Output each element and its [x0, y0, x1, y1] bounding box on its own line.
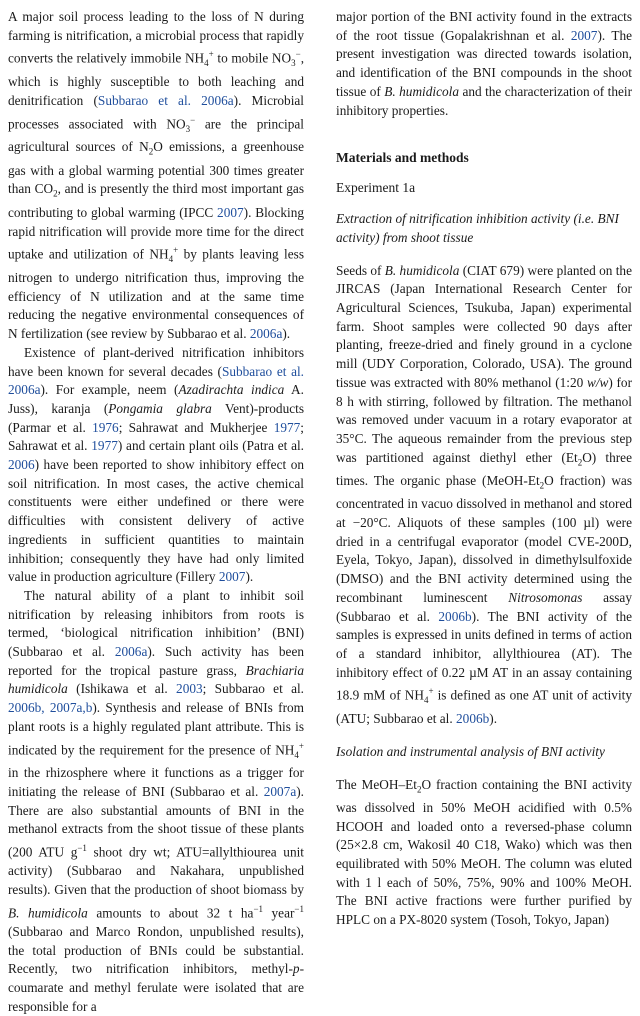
paragraph-bni — [8, 587, 304, 1016]
italic-text: w/w — [586, 374, 609, 390]
text-run: ). For example, neem ( — [40, 382, 179, 398]
citation-link[interactable]: 1977 — [273, 419, 301, 435]
text-run: year — [263, 905, 295, 921]
experiment-title: Experiment 1a — [336, 180, 416, 196]
text-run: and the characterization of their inhibitory properties. — [336, 83, 633, 118]
paragraph-nitrification — [8, 8, 304, 344]
text-run: Existence of plant-derived nitrification inhibitors have been known for several decades ( — [8, 344, 304, 379]
text-run: ; Sahrawat et al. — [8, 419, 304, 454]
text-run: The natural ability of a plant to inhibit soil nitrification by releasing inhibitors from roots is termed, ‘biological nitrification inhibition’ (BNI) (Subbarao et al. — [8, 587, 304, 660]
italic-text: B. humidicola — [384, 262, 460, 278]
text-run: ). Blocking rapid nitrification will provide more time for the direct uptake and utilization of NH — [8, 204, 304, 262]
text-run: assay (Subbarao et al. — [336, 589, 632, 624]
paragraph-investigation-aim — [336, 8, 632, 120]
text-run: are the principal agricultural sources of N — [8, 116, 304, 155]
text-run: (Subbarao and Marco Rondon, unpublished results), the total production of BNIs could be substantial. Recently, two nitrification inhibitors, methyl- — [8, 923, 304, 977]
italic-text: Azadirachta indica — [178, 382, 285, 398]
right-column — [336, 8, 632, 930]
citation-link[interactable]: 2006b — [456, 711, 490, 727]
citation-link[interactable]: Subbarao et al. 2006a — [8, 363, 304, 398]
citation-link[interactable]: 2006a — [249, 326, 283, 342]
text-run: ; Subbarao et al. — [202, 681, 305, 697]
text-run: to mobile NO — [213, 50, 292, 66]
italic-text: Brachiaria humidicola — [8, 662, 304, 697]
italic-text: B. humidicola — [8, 905, 88, 921]
citation-link[interactable]: 2006a — [114, 644, 148, 660]
superscript: − — [295, 49, 301, 60]
text-run: ). The BNI activity of the samples is expressed in units defined in terms of action of a standard inhibitor, allylthiourea (AT). The inhibitory effect of 0.22 µM AT in an assay containing 18.9 mM of NH — [336, 608, 632, 703]
paragraph-plant-inhibitors — [8, 344, 304, 587]
superscript: + — [298, 740, 304, 751]
subheading-extraction: Extraction of nitrification inhibition activity (i.e. BNI activity) from shoot tissue — [336, 211, 619, 245]
text-run: is defined as one AT unit of activity (ATU; Subbarao et al. — [336, 687, 632, 727]
text-run: ). There are also substantial amounts of BNI in the methanol extracts from the shoot tissue of these plants (200 ATU g — [8, 784, 304, 860]
superscript: + — [208, 49, 214, 60]
text-run: ) for 8 h with stirring, followed by filtration. The methanol was removed under vacuum in a rotary evaporator at 35°C. The aqueous remainder from the previous step was partitioned against diethyl ether (Et — [336, 374, 632, 465]
superscript: −1 — [253, 903, 264, 914]
text-run: ) have been reported to show inhibitory effect on soil nitrification. In most cases, the active chemical constituents were either undefined or there were difficulties with consistent delivery of active ingredients in sufficient quantities to maintain inhibition; consequently they have had only limited value in production agriculture (Fillery — [8, 457, 304, 585]
citation-link[interactable]: 2006 — [8, 457, 35, 473]
text-run: ). Microbial processes associated with NO — [8, 92, 304, 132]
italic-text: p — [292, 961, 300, 977]
subscript: 2 — [53, 189, 58, 200]
superscript: + — [428, 686, 434, 697]
section-title: Materials and methods — [336, 150, 469, 166]
text-run: ). — [489, 711, 498, 727]
text-run: Vent)-products (Parmar et al. — [8, 400, 304, 435]
citation-link[interactable]: 2007 — [570, 27, 598, 43]
text-run: (Ishikawa et al. — [67, 681, 177, 697]
subscript: 2 — [416, 784, 422, 795]
text-run: , which is highly susceptible to both leaching and denitrification ( — [8, 50, 305, 108]
text-run: ). Synthesis and release of BNIs from plant roots is a highly regulated plant attribute. This is indicated by the requirement for the presence of NH — [8, 700, 305, 757]
text-run: O fraction) was concentrated in vacuo dissolved in methanol and stored at −20°C. Aliquots of these samples (100 µl) were dried in a centrifugal evaporator (model CVE-200D, Eyela, Tokyo, Japan), dissolved in dimethylsulfoxide (DMSO) and the BNI activity determined using the recombinant luminescent — [336, 473, 632, 605]
citation-link[interactable]: 2003 — [176, 681, 203, 697]
text-run: The MeOH–Et — [336, 776, 417, 792]
text-run: A. Juss), karanja ( — [8, 382, 304, 416]
superscript: −1 — [77, 843, 87, 854]
text-run: O) three times. The organic phase (MeOH-Et — [336, 449, 632, 489]
citation-link[interactable]: 2006b, 2007a,b — [8, 700, 93, 716]
text-run: ; Sahrawat and Mukherjee — [118, 419, 274, 435]
citation-link[interactable]: 2006b — [438, 608, 472, 624]
text-run: ). The present investigation was directed towards isolation, and identification of the BNI compounds in the shoot tissue of — [336, 27, 633, 99]
subscript: 2 — [539, 480, 545, 491]
superscript: + — [173, 245, 179, 256]
text-run: , and is presently the third most important gas contributing to global warming (IPCC — [8, 181, 304, 220]
subscript: 4 — [423, 695, 429, 706]
text-run: by plants leaving less nitrogen to undergo nitrification thus, improving the efficiency of N utilization and at the same time reducing the negative environmental consequences of N fertilization (see review by Subbarao et al. — [8, 246, 304, 342]
citation-link[interactable]: Subbarao et al. 2006a — [97, 92, 234, 108]
text-run: -coumarate and methyl ferulate were isolated that are responsible for a — [8, 961, 304, 1014]
citation-link[interactable]: 1977 — [91, 438, 118, 454]
text-run: Seeds of — [336, 262, 385, 278]
citation-link[interactable]: 2007a — [263, 784, 297, 800]
citation-link[interactable]: 2007 — [217, 204, 244, 220]
citation-link[interactable]: 1976 — [92, 419, 119, 435]
text-run: shoot dry wt; ATU=allylthiourea unit activity) (Subbarao and Nakahara, unpublished results). Given that the production of shoot biomass by — [8, 844, 304, 897]
subscript: 3 — [291, 58, 296, 69]
text-run: ) and certain plant oils (Patra et al. — [117, 438, 304, 454]
text-run: O fraction containing the BNI activity was dissolved in 50% MeOH acidified with 0.5% HCOOH and loaded onto a reversed-phase column (25×2.8 cm, Wakosil 40 C18, Wako) which was then equilibrated with 50% MeOH. The column was eluted with 1 l each of 50%, 75%, 90% and 100% MeOH. The BNI active fractions were further purified by HPLC on a PX-8020 system (Tosoh, Tokyo, Japan) — [336, 776, 632, 928]
text-run: ). Such activity has been reported for the tropical pasture grass, — [8, 644, 304, 678]
subscript: 3 — [185, 123, 191, 134]
subscript: 4 — [168, 254, 174, 265]
subscript: 2 — [148, 147, 154, 158]
subscript: 4 — [204, 58, 209, 69]
text-run: O emissions, a greenhouse gas with a global warming potential 300 times greater than CO — [8, 139, 304, 197]
left-column — [8, 8, 304, 1016]
citation-link[interactable]: 2007 — [218, 569, 246, 585]
subscript: 4 — [294, 749, 299, 760]
superscript: − — [190, 114, 196, 125]
text-run: amounts to about 32 t ha — [87, 905, 254, 921]
paragraph-isolation-method — [336, 776, 632, 930]
paragraph-extraction-method — [336, 262, 632, 729]
superscript: −1 — [294, 903, 304, 914]
text-run: A major soil process leading to the loss of N during farming is nitrification, a microbial process that rapidly converts the relatively immobile NH — [8, 9, 304, 66]
text-run: in the rhizosphere where it functions as a trigger for initiating the release of BNI (Subbarao et al. — [8, 765, 304, 800]
italic-text: B. humidicola — [384, 83, 459, 99]
italic-text: Pongamia glabra — [108, 400, 212, 416]
text-run: ). — [282, 326, 291, 342]
subscript: 2 — [577, 457, 583, 468]
text-run: major portion of the BNI activity found in the extracts of the root tissue (Gopalakrishnan et al. — [336, 9, 632, 43]
text-run: (CIAT 679) were planted on the JIRCAS (Japan International Research Center for Agricultural Sciences, Tsukuba, Japan) experimental farm. Shoot samples were collected 90 days after planting, freeze-dried and finely ground in a cyclone mill (UDY Corporation, Colorado, USA). The ground tissue was extracted with 80% methanol (1:20 — [336, 262, 632, 390]
italic-text: Nitrosomonas — [508, 589, 583, 605]
subheading-isolation: Isolation and instrumental analysis of BNI activity — [336, 743, 605, 759]
text-run: ). — [245, 569, 254, 585]
